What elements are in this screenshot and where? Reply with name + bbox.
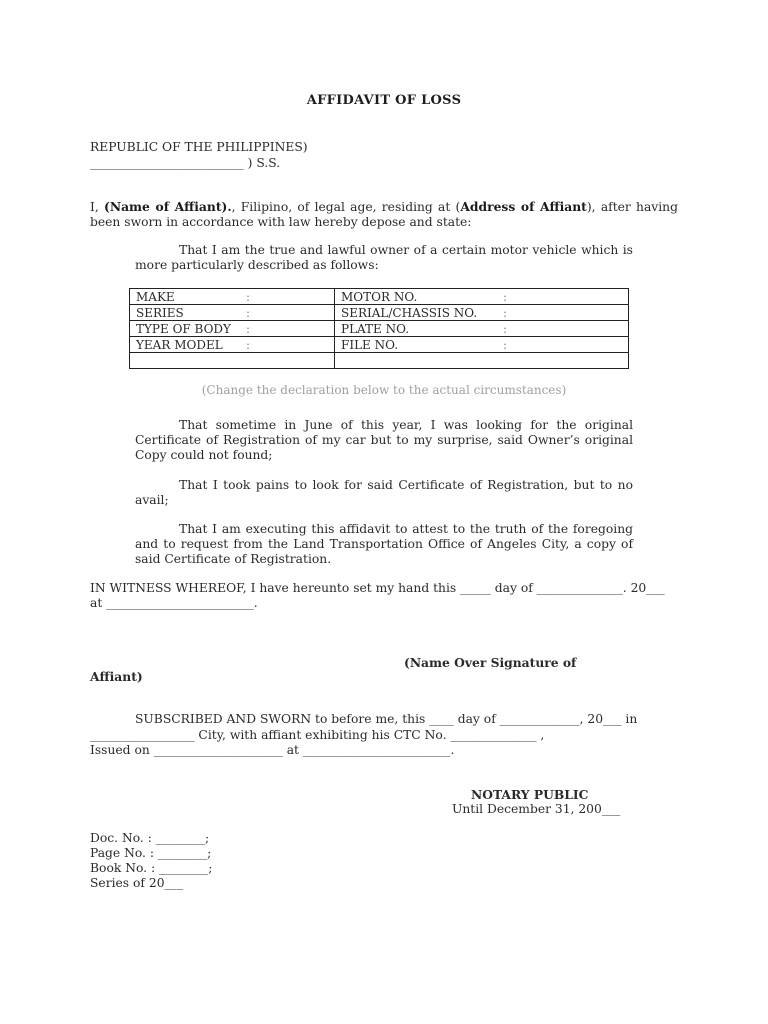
plate-no-cell — [335, 321, 629, 337]
notary-public-label: NOTARY PUBLIC — [471, 787, 589, 802]
notary-until-label: Until December 31, 200___ — [452, 802, 621, 816]
table-row — [130, 305, 629, 321]
series-line: Series of 20___ — [90, 876, 183, 890]
cell-label: FILE NO. — [341, 337, 399, 352]
cell-label: PLATE NO. — [341, 321, 410, 336]
empty-cell — [130, 353, 335, 369]
owner-paragraph: That I am the true and lawful owner of a certain motor vehicle which is more particularly described as follows: — [135, 243, 633, 272]
table-row — [130, 289, 629, 305]
cell-label: TYPE OF BODY — [136, 321, 231, 336]
year-model-cell — [130, 337, 335, 353]
affiant-name-placeholder: (Name of Affiant). — [104, 199, 232, 214]
vehicle-details-table — [129, 288, 629, 369]
type-of-body-cell — [130, 321, 335, 337]
doc-no-line: Doc. No. : ________; — [90, 831, 210, 845]
cell-colon: : — [503, 337, 508, 352]
june-paragraph: That sometime in June of this year, I was looking for the original Certificate of Registration of my car but to my surprise, said Owner’s original Copy could not found; — [135, 418, 633, 462]
file-no-cell — [335, 337, 629, 353]
pains-paragraph: That I took pains to look for said Certificate of Registration, but to no avail; — [135, 478, 633, 507]
cell-colon: : — [246, 321, 251, 336]
cell-colon: : — [246, 289, 251, 304]
cell-label: SERIES — [136, 305, 184, 320]
cell-label: MOTOR NO. — [341, 289, 418, 304]
series-cell — [130, 305, 335, 321]
empty-cell — [335, 353, 629, 369]
signature-name-label: (Name Over Signature of — [404, 655, 577, 670]
witness-location-line: at ________________________. — [90, 596, 258, 610]
intro-suffix: ), after having been sworn in accordance with law hereby depose and state: — [90, 200, 678, 229]
cell-colon: : — [246, 337, 251, 352]
page-no-line: Page No. : ________; — [90, 846, 212, 860]
table-row — [130, 353, 629, 369]
cell-colon: : — [246, 305, 251, 320]
make-cell — [130, 289, 335, 305]
cell-label: SERIAL/CHASSIS NO. — [341, 305, 478, 320]
intro-prefix: I, — [90, 200, 105, 214]
table-row — [130, 321, 629, 337]
sworn-issued-line: Issued on _____________________ at ________________________. — [90, 743, 455, 757]
sworn-line: SUBSCRIBED AND SWORN to before me, this ____ day of _____________, 20___ in — [135, 712, 638, 726]
executing-paragraph: That I am executing this affidavit to attest to the truth of the foregoing and to request from the Land Transportation Office of Angeles City, a copy of said Certificate of Registration. — [135, 522, 633, 566]
cell-colon: : — [503, 305, 508, 320]
witness-line: IN WITNESS WHEREOF, I have hereunto set my hand this _____ day of ______________. 20___ — [90, 581, 665, 595]
intro-paragraph — [90, 199, 678, 230]
cell-colon: : — [503, 321, 508, 336]
sworn-city-line: _________________ City, with affiant exhibiting his CTC No. ______________ , — [90, 728, 545, 742]
table-row — [130, 337, 629, 353]
cell-label: YEAR MODEL — [136, 337, 223, 352]
cell-colon: : — [503, 289, 508, 304]
header-republic: REPUBLIC OF THE PHILIPPINES) — [90, 140, 308, 154]
header-ss: _________________________ ) S.S. — [90, 156, 281, 170]
cell-label: MAKE — [136, 289, 175, 304]
instruction-note: (Change the declaration below to the actual circumstances) — [201, 383, 567, 397]
affiant-address-placeholder: Address of Affiant — [460, 199, 587, 214]
serial-chassis-cell — [335, 305, 629, 321]
motor-no-cell — [335, 289, 629, 305]
document-title: AFFIDAVIT OF LOSS — [306, 93, 462, 108]
signature-affiant-label: Affiant) — [90, 669, 143, 684]
intro-middle: , Filipino, of legal age, residing at ( — [231, 200, 461, 214]
book-no-line: Book No. : ________; — [90, 861, 213, 875]
